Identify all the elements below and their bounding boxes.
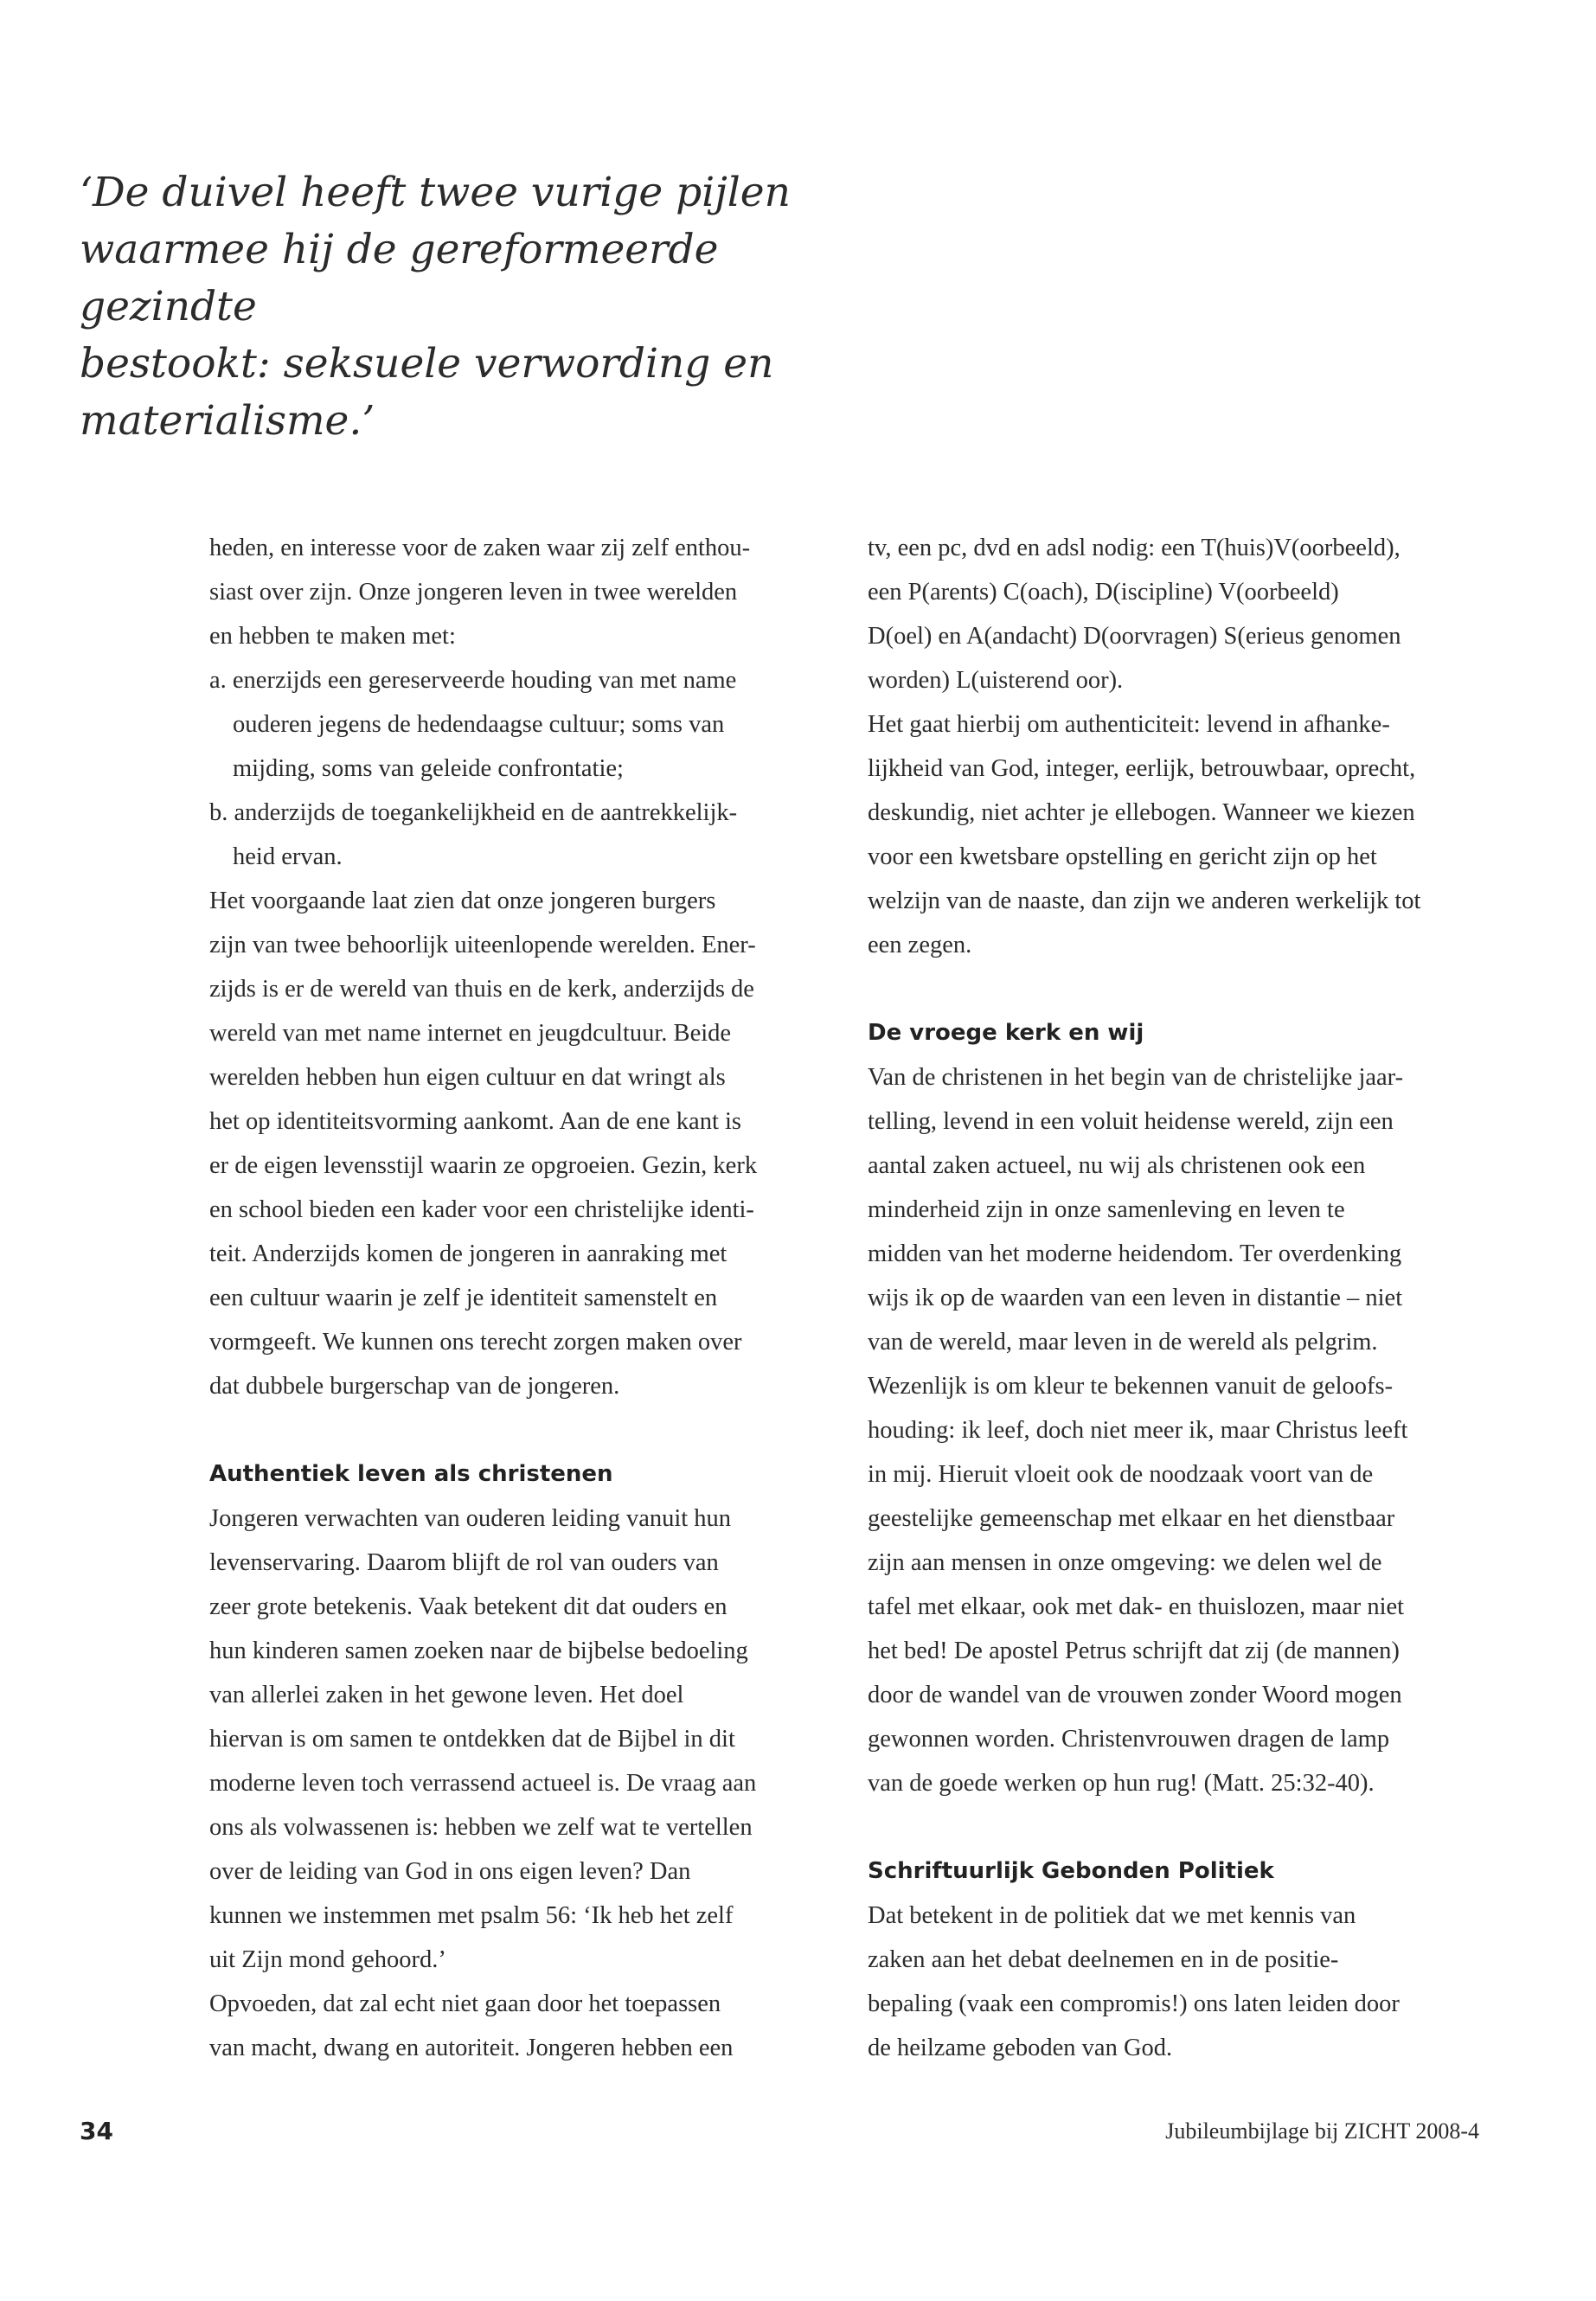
list-item-b-cont: heid ervan.: [233, 843, 343, 870]
body-line: zijn aan mensen in onze omgeving: we delen wel de: [868, 1549, 1382, 1576]
body-line: zaken aan het debat deelnemen en in de positie-: [868, 1946, 1339, 1973]
body-line: kunnen we instemmen met psalm 56: ‘Ik heb het zelf: [209, 1902, 734, 1929]
body-line: Van de christenen in het begin van de christelijke jaar-: [868, 1064, 1404, 1091]
body-line: het op identiteitsvorming aankomt. Aan de ene kant is: [209, 1108, 741, 1135]
section-heading-politiek: Schriftuurlijk Gebonden Politiek: [868, 1858, 1274, 1884]
body-line: heden, en interesse voor de zaken waar zij zelf enthou-: [209, 535, 751, 561]
pull-quote-line: waarmee hij de gereformeerde gezindte: [80, 226, 719, 330]
body-line: ons als volwassenen is: hebben we zelf wat te vertellen: [209, 1814, 753, 1841]
body-line: Dat betekent in de politiek dat we met kennis van: [868, 1902, 1356, 1929]
body-line: moderne leven toch verrassend actueel is. De vraag aan: [209, 1770, 757, 1797]
body-line: van allerlei zaken in het gewone leven. Het doel: [209, 1682, 684, 1708]
body-line: levenservaring. Daarom blijft de rol van ouders van: [209, 1549, 719, 1576]
body-line: van de wereld, maar leven in de wereld als pelgrim.: [868, 1329, 1378, 1356]
body-line: voor een kwetsbare opstelling en gericht zijn op het: [868, 843, 1377, 870]
body-line: wereld van met name internet en jeugdcultuur. Beide: [209, 1020, 732, 1047]
body-line: werelden hebben hun eigen cultuur en dat wringt als: [209, 1064, 726, 1091]
body-line: een P(arents) C(oach), D(iscipline) V(oorbeeld): [868, 579, 1339, 606]
body-line: geestelijke gemeenschap met elkaar en het dienstbaar: [868, 1505, 1395, 1532]
paragraph-gap: [868, 1805, 1482, 1849]
body-line: hiervan is om samen te ontdekken dat de Bijbel in dit: [209, 1726, 735, 1753]
right-column: [868, 526, 1482, 2070]
body-line: gewonnen worden. Christenvrouwen dragen de lamp: [868, 1726, 1390, 1753]
body-line: de heilzame geboden van God.: [868, 2035, 1173, 2061]
body-line: Wezenlijk is om kleur te bekennen vanuit de geloofs-: [868, 1373, 1394, 1400]
section-heading-vroege-kerk: De vroege kerk en wij: [868, 1020, 1144, 1046]
body-line: over de leiding van God in ons eigen leven? Dan: [209, 1858, 691, 1885]
paragraph-gap: [209, 1408, 824, 1452]
body-line: teit. Anderzijds komen de jongeren in aanraking met: [209, 1240, 727, 1267]
body-line: een cultuur waarin je zelf je identiteit samenstelt en: [209, 1285, 718, 1311]
body-line: het bed! De apostel Petrus schrijft dat zij (de mannen): [868, 1638, 1400, 1664]
body-line: er de eigen levensstijl waarin ze opgroeien. Gezin, kerk: [209, 1152, 758, 1179]
body-line: bepaling (vaak een compromis!) ons laten leiden door: [868, 1990, 1400, 2017]
body-line: zijds is er de wereld van thuis en de kerk, anderzijds de: [209, 976, 754, 1003]
paragraph-gap: [868, 967, 1482, 1011]
body-line: hun kinderen samen zoeken naar de bijbelse bedoeling: [209, 1638, 748, 1664]
body-line: D(oel) en A(andacht) D(oorvragen) S(erieus genomen: [868, 623, 1401, 650]
body-line: tv, een pc, dvd en adsl nodig: een T(huis)V(oorbeeld),: [868, 535, 1401, 561]
body-line: aantal zaken actueel, nu wij als christenen ook een: [868, 1152, 1366, 1179]
body-line: Opvoeden, dat zal echt niet gaan door het toepassen: [209, 1990, 721, 2017]
page-number: 34: [80, 2117, 113, 2145]
body-line: en school bieden een kader voor een christelijke identi-: [209, 1196, 754, 1223]
left-column: [209, 526, 824, 2070]
body-line: wijs ik op de waarden van een leven in distantie – niet: [868, 1285, 1403, 1311]
pull-quote: [80, 164, 858, 450]
body-line: welzijn van de naaste, dan zijn we anderen werkelijk tot: [868, 888, 1421, 914]
list-item-a-cont: mijding, soms van geleide confrontatie;: [233, 755, 624, 782]
body-line: telling, levend in een voluit heidense wereld, zijn een: [868, 1108, 1394, 1135]
body-line: uit Zijn mond gehoord.’: [209, 1946, 446, 1973]
body-line: zeer grote betekenis. Vaak betekent dit dat ouders en: [209, 1593, 727, 1620]
body-line: en hebben te maken met:: [209, 623, 456, 650]
body-line: houding: ik leef, doch niet meer ik, maar Christus leeft: [868, 1417, 1408, 1444]
section-heading-authentiek: Authentiek leven als christenen: [209, 1461, 613, 1487]
body-line: deskundig, niet achter je ellebogen. Wanneer we kiezen: [868, 799, 1415, 826]
body-line: tafel met elkaar, ook met dak- en thuislozen, maar niet: [868, 1593, 1405, 1620]
body-line: zijn van twee behoorlijk uiteenlopende werelden. Ener-: [209, 932, 756, 958]
list-item-a: a. enerzijds een gereserveerde houding van met name: [209, 667, 737, 694]
body-line: in mij. Hieruit vloeit ook de noodzaak voort van de: [868, 1461, 1374, 1488]
body-line: een zegen.: [868, 932, 972, 958]
body-line: van de goede werken op hun rug! (Matt. 25:32-40).: [868, 1770, 1375, 1797]
pull-quote-line: materialisme.’: [80, 397, 375, 445]
body-line: lijkheid van God, integer, eerlijk, betrouwbaar, oprecht,: [868, 755, 1416, 782]
pull-quote-line: ‘De duivel heeft twee vurige pijlen: [80, 169, 791, 216]
body-line: van macht, dwang en autoriteit. Jongeren hebben een: [209, 2035, 734, 2061]
list-item-a-cont: ouderen jegens de hedendaagse cultuur; soms van: [233, 711, 725, 738]
body-line: Jongeren verwachten van ouderen leiding vanuit hun: [209, 1505, 732, 1532]
publication-footer: Jubileumbijlage bij ZICHT 2008-4: [1165, 2118, 1479, 2144]
list-item-b: b. anderzijds de toegankelijkheid en de aantrekkelijk-: [209, 799, 738, 826]
body-line: Het gaat hierbij om authenticiteit: levend in afhanke-: [868, 711, 1390, 738]
body-line: Het voorgaande laat zien dat onze jongeren burgers: [209, 888, 716, 914]
body-line: minderheid zijn in onze samenleving en leven te: [868, 1196, 1345, 1223]
body-line: siast over zijn. Onze jongeren leven in twee werelden: [209, 579, 738, 606]
body-line: vormgeeft. We kunnen ons terecht zorgen maken over: [209, 1329, 742, 1356]
body-line: worden) L(uisterend oor).: [868, 667, 1124, 694]
pull-quote-line: bestookt: seksuele verwording en: [80, 340, 774, 388]
body-line: door de wandel van de vrouwen zonder Woord mogen: [868, 1682, 1402, 1708]
body-line: dat dubbele burgerschap van de jongeren.: [209, 1373, 620, 1400]
body-line: midden van het moderne heidendom. Ter overdenking: [868, 1240, 1402, 1267]
